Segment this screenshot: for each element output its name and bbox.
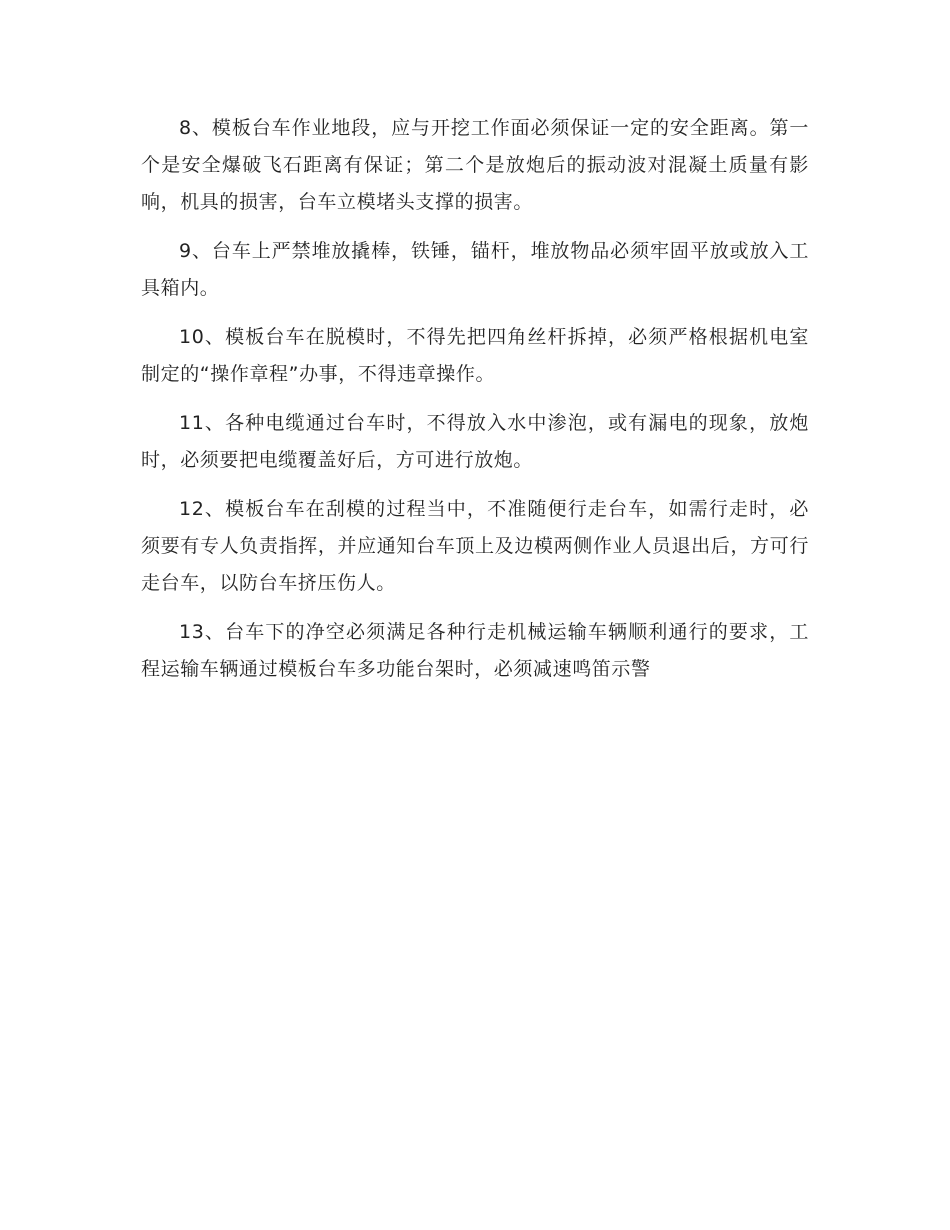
paragraph-item-13: 13、台车下的净空必须满足各种行走机械运输车辆顺利通行的要求，工程运输车辆通过模板台车多功能台架时，必须减速鸣笛示警	[141, 621, 809, 680]
paragraph-item-10: 10、模板台车在脱模时，不得先把四角丝杆拆掉，必须严格根据机电室制定的“操作章程”办事，不得违章操作。	[141, 326, 809, 385]
paragraph-item-8: 8、模板台车作业地段，应与开挖工作面必须保证一定的安全距离。第一个是安全爆破飞石距离有保证；第二个是放炮后的振动波对混凝土质量有影响，机具的损害，台车立模堵头支撑的损害。	[141, 117, 809, 213]
paragraph-item-9: 9、台车上严禁堆放撬棒，铁锤，锚杆，堆放物品必须牢固平放或放入工具箱内。	[141, 240, 809, 299]
document-body	[141, 110, 809, 700]
paragraph-item-12: 12、模板台车在刮模的过程当中，不准随便行走台车，如需行走时，必须要有专人负责指挥，并应通知台车顶上及边模两侧作业人员退出后，方可行走台车，以防台车挤压伤人。	[141, 498, 809, 594]
paragraph-item-11: 11、各种电缆通过台车时，不得放入水中渗泡，或有漏电的现象，放炮时，必须要把电缆覆盖好后，方可进行放炮。	[141, 412, 809, 471]
